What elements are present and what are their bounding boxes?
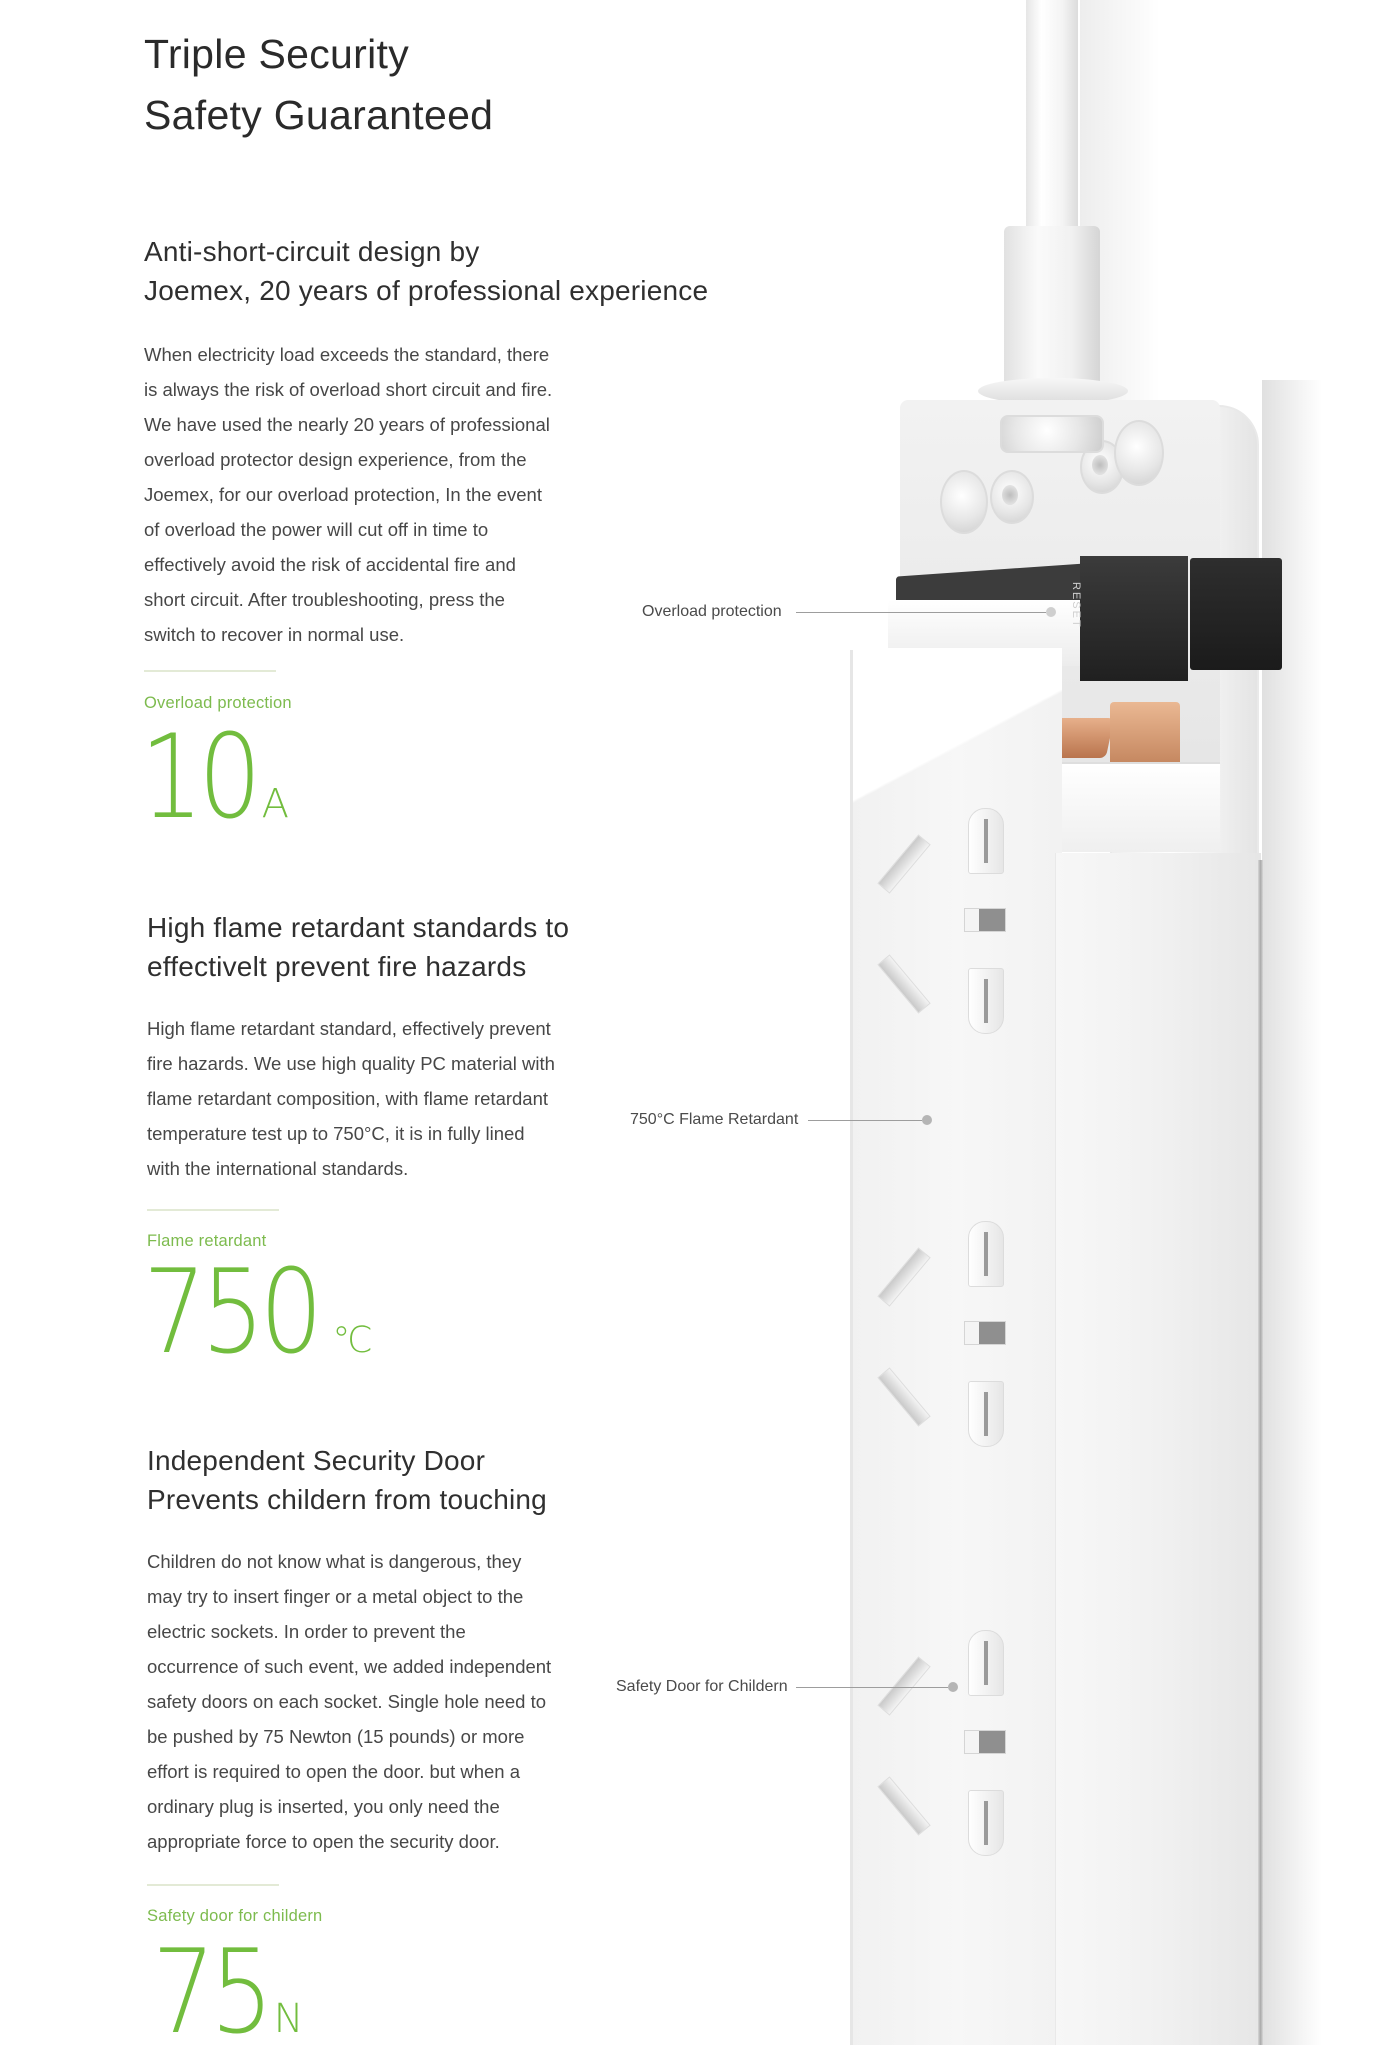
stat-value — [152, 1925, 304, 2060]
section-heading — [144, 232, 708, 310]
body-line: Joemex, for our overload protection, In the event — [144, 484, 542, 505]
body-line: may try to insert finger or a metal object to the — [147, 1586, 524, 1607]
screw-hole — [1092, 455, 1108, 475]
socket-slot-flat — [964, 1321, 1006, 1345]
section-heading — [147, 908, 569, 986]
callout-dot — [1046, 607, 1056, 617]
socket-outlet — [860, 790, 1020, 1050]
callout-leader-line — [808, 1120, 922, 1121]
stat-number: 10 — [140, 710, 257, 845]
screw-boss — [1114, 420, 1164, 486]
screw-boss — [940, 470, 988, 534]
protector-housing — [1190, 558, 1282, 670]
body-line: be pushed by 75 Newton (15 pounds) or more — [147, 1726, 525, 1747]
stat-label: Overload protection — [144, 694, 292, 712]
section-body — [144, 337, 614, 652]
callout-label: Safety Door for Childern — [616, 1678, 788, 1695]
reset-label: RESET — [1070, 582, 1082, 629]
body-line: of overload the power will cut off in time to — [144, 519, 489, 540]
stat-label: Flame retardant — [147, 1232, 267, 1250]
socket-slot-earth — [968, 1221, 1004, 1287]
section-body — [147, 1544, 617, 1859]
heading-line: Joemex, 20 years of professional experience — [144, 275, 709, 306]
section-divider — [147, 1209, 279, 1211]
body-line: with the international standards. — [147, 1158, 409, 1179]
section-heading — [147, 1441, 547, 1519]
stat-number: 750 — [143, 1245, 318, 1380]
body-line: temperature test up to 750°C, it is in fully lined — [147, 1123, 525, 1144]
section-divider — [144, 670, 276, 672]
socket-outlet — [860, 1203, 1020, 1463]
callout-label: Overload protection — [642, 603, 782, 620]
callout-overload-protection — [642, 602, 1062, 622]
cable-strain-relief — [1004, 226, 1100, 386]
body-line: occurrence of such event, we added independent — [147, 1656, 552, 1677]
callout-leader-line — [796, 612, 1046, 613]
section-divider — [147, 1884, 279, 1886]
callout-safety-door — [616, 1677, 966, 1697]
body-line: We have used the nearly 20 years of professional — [144, 414, 550, 435]
socket-slot-slanted — [877, 954, 930, 1013]
stat-value — [140, 710, 289, 845]
callout-label: 750°C Flame Retardant — [630, 1111, 799, 1128]
stat-value — [143, 1245, 373, 1380]
body-line: appropriate force to open the security door. — [147, 1831, 500, 1852]
body-line: High flame retardant standard, effectively prevent — [147, 1018, 551, 1039]
body-line: switch to recover in normal use. — [144, 624, 405, 645]
body-line: fire hazards. We use high quality PC material with — [147, 1053, 555, 1074]
body-line: When electricity load exceeds the standard, there — [144, 344, 550, 365]
callout-dot — [948, 1682, 958, 1692]
body-line: ordinary plug is inserted, you only need the — [147, 1796, 500, 1817]
body-line: electric sockets. In order to prevent the — [147, 1621, 466, 1642]
heading-line: Anti-short-circuit design by — [144, 236, 480, 267]
power-cable — [1026, 0, 1078, 240]
stat-unit: ℃ — [332, 1320, 373, 1361]
socket-slot-flat — [964, 908, 1006, 932]
stat-label: Safety door for childern — [147, 1907, 323, 1925]
socket-outlet — [860, 1612, 1020, 1872]
body-line: effectively avoid the risk of accidental fire and — [144, 554, 516, 575]
socket-slot-slanted — [877, 834, 930, 893]
body-line: safety doors on each socket. Single hole need to — [147, 1691, 547, 1712]
page-title — [144, 24, 493, 146]
heading-line: Prevents childern from touching — [147, 1484, 547, 1515]
body-line: effort is required to open the door. but when a — [147, 1761, 520, 1782]
body-line: short circuit. After troubleshooting, press the — [144, 589, 505, 610]
body-line: overload protector design experience, from the — [144, 449, 527, 470]
socket-slot-earth — [968, 1630, 1004, 1696]
socket-slot-slanted — [877, 1247, 930, 1306]
socket-slot-earth — [968, 1790, 1004, 1856]
socket-slot-earth — [968, 1381, 1004, 1447]
stat-unit: N — [273, 1996, 304, 2042]
body-line: flame retardant composition, with flame retardant — [147, 1088, 549, 1109]
page-title-line: Triple Security — [144, 31, 409, 77]
overload-protector — [1080, 556, 1188, 681]
body-line: is always the risk of overload short circuit and fire. — [144, 379, 553, 400]
stat-unit: A — [261, 781, 289, 827]
heading-line: effectivelt prevent fire hazards — [147, 951, 527, 982]
socket-slot-earth — [968, 968, 1004, 1034]
socket-slot-slanted — [877, 1776, 930, 1835]
section-body — [147, 1011, 617, 1186]
strip-left-edge — [850, 650, 853, 2045]
strip-right-rim — [1258, 860, 1263, 2045]
socket-slot-flat — [964, 1730, 1006, 1754]
socket-slot-earth — [968, 808, 1004, 874]
page-title-line: Safety Guaranteed — [144, 92, 494, 138]
callout-flame-retardant — [630, 1110, 940, 1130]
heading-line: Independent Security Door — [147, 1445, 486, 1476]
screw-hole — [1002, 485, 1018, 505]
strip-front-face — [1055, 853, 1261, 2045]
callout-dot — [922, 1115, 932, 1125]
socket-slot-slanted — [877, 1367, 930, 1426]
screw-boss — [1000, 415, 1104, 453]
body-line: Children do not know what is dangerous, they — [147, 1551, 522, 1572]
stat-number: 75 — [152, 1925, 269, 2060]
callout-leader-line — [796, 1687, 948, 1688]
heading-line: High flame retardant standards to — [147, 912, 570, 943]
